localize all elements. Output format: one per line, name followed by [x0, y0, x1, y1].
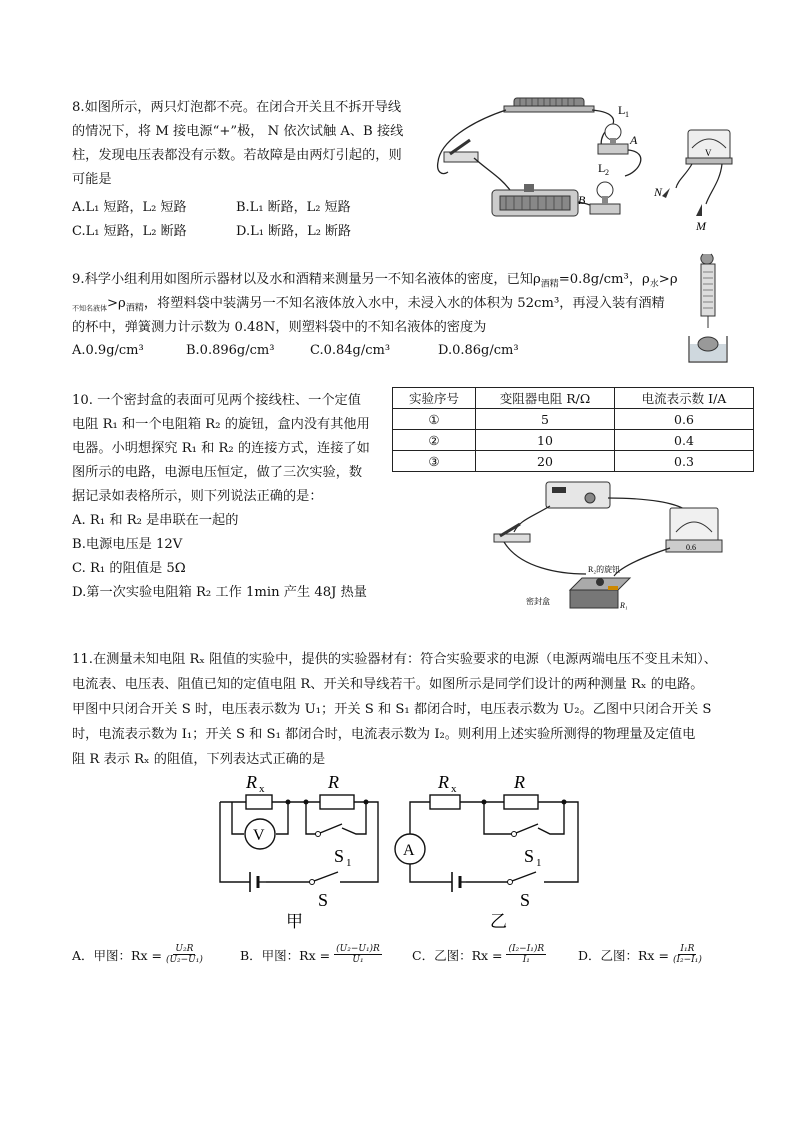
q11-line-1: 11.在测量未知电阻 Rₓ 阻值的实验中，提供的实验器材有：符合实验要求的电源（电源两端电压不变且未知）、 [72, 652, 717, 667]
q8-option-a: A.L₁ 短路，L₂ 短路 [72, 200, 187, 215]
table-cell: ② [393, 430, 476, 451]
table-row [393, 451, 754, 472]
denominator: (I₂−I₁) [672, 955, 702, 965]
q10-line-2: 电阻 R₁ 和一个电阻箱 R₂ 的旋钮，盒内没有其他用 [72, 417, 370, 432]
q9-option-a: A.0.9g/cm³ [72, 343, 144, 358]
svg-text:1: 1 [625, 110, 629, 119]
fraction [673, 944, 702, 965]
table-row [393, 430, 754, 451]
svg-text:2: 2 [605, 168, 609, 177]
circuit-yi-figure [394, 772, 584, 932]
q10-line-4: 图所示的电路，电源电压恒定，做了三次实验，数 [72, 465, 363, 480]
option-prefix: A．甲图：Rx = [72, 947, 162, 963]
q9-line-1-a: 9.科学小组利用如图所示器材以及水和酒精来测量另一不知名液体的密度，已知ρ [72, 272, 541, 287]
q9-option-d: D.0.86g/cm³ [438, 343, 519, 358]
svg-text:A: A [630, 133, 638, 147]
r-label: R [514, 772, 525, 792]
numerator: I₁R [680, 944, 695, 954]
q10-option-c: C. R₁ 的阻值是 5Ω [72, 561, 186, 576]
q8-option-d: D.L₁ 断路，L₂ 断路 [236, 224, 352, 239]
option-prefix: C．乙图：Rx = [412, 947, 503, 963]
table-cell: 0.3 [615, 451, 754, 472]
table-row [393, 409, 754, 430]
q9-sub-water: 水 [649, 279, 659, 290]
ammeter-a-label: A [403, 842, 415, 859]
q11-line-3: 甲图中只闭合开关 S 时，电压表示数为 U₁；开关 S 和 S₁ 都闭合时，电压表示数为 U₂。乙图中只闭合开关 S [72, 702, 712, 717]
q9-line-3: 的杯中，弹簧测力计示数为 0.48N，则塑料袋中的不知名液体的密度为 [72, 320, 487, 335]
q9-line-1-c: >ρ [658, 272, 678, 287]
lamp-l1-icon [598, 124, 628, 154]
table-cell: ③ [393, 451, 476, 472]
voltmeter-v-label: V [253, 827, 265, 844]
jia-caption: 甲 [286, 912, 303, 931]
q8-line-2: 的情况下，将 M 接电源“+”极， N 依次试触 A、B 接线 [72, 124, 404, 139]
q9-option-c: C.0.84g/cm³ [310, 343, 391, 358]
rx-resistor [430, 795, 460, 809]
q9-sub-unknown: 不知名液体 [72, 304, 107, 313]
fraction [506, 944, 546, 965]
q8-option-b: B.L₁ 断路，L₂ 短路 [236, 200, 351, 215]
s1-sub: 1 [346, 857, 352, 869]
q10-option-a: A. R₁ 和 R₂ 是串联在一起的 [72, 513, 239, 528]
option-prefix: B．甲图：Rx = [240, 947, 331, 963]
denominator: (U₂−U₁) [165, 955, 203, 965]
numerator: U₂R [175, 944, 194, 954]
fraction [166, 944, 203, 965]
table-header-row [393, 388, 754, 409]
r1-label: R₁ [620, 601, 628, 610]
q11-option-a [72, 944, 203, 965]
r-label: R [328, 772, 339, 792]
q9-line-2-a: >ρ [107, 296, 126, 311]
power-supply-icon [546, 482, 610, 508]
q8-line-4: 可能是 [72, 172, 112, 187]
s1-label: S [524, 846, 535, 866]
q10-line-1: 10. 一个密封盒的表面可见两个接线柱、一个定值 [72, 393, 361, 408]
yi-caption: 乙 [490, 912, 507, 931]
table-cell: 0.6 [615, 409, 754, 430]
table-header: 变阻器电阻 R/Ω [476, 388, 615, 409]
rx-sub: x [451, 783, 457, 795]
q11-options [72, 940, 752, 976]
r-resistor [320, 795, 354, 809]
q9-sub-alcohol: 酒精 [540, 279, 559, 290]
svg-text:M: M [696, 219, 706, 233]
q9-line-2-b: ，将塑料袋中装满另一不知名液体放入水中，未浸入水的体积为 52cm³，再浸入装有酒精 [143, 296, 665, 311]
svg-text:L: L [618, 103, 626, 117]
table-cell: 5 [476, 409, 615, 430]
q8-circuit-figure [430, 92, 740, 237]
rx-label: R [438, 772, 449, 792]
numerator: (U₂−U₁)R [336, 944, 380, 954]
q10-line-5: 据记录如表格所示，则下列说法正确的是： [72, 489, 323, 504]
ammeter-icon [666, 508, 722, 552]
table-cell: 10 [476, 430, 615, 451]
sealed-box-label: 密封盒 [526, 597, 550, 606]
svg-text:L: L [598, 161, 606, 175]
rx-label: R [246, 772, 257, 792]
q9-option-b: B.0.896g/cm³ [186, 343, 275, 358]
table-header: 实验序号 [393, 388, 476, 409]
table-cell: 0.4 [615, 430, 754, 451]
q10-circuit-figure [490, 478, 730, 618]
rheostat-icon [492, 184, 578, 216]
q11-line-4: 时，电流表示数为 I₁；开关 S 和 S₁ 都闭合时，电流表示数为 I₂。则利用上述实验所测得的物理量及定值电 [72, 727, 696, 742]
q10-line-3: 电器。小明想探究 R₁ 和 R₂ 的连接方式，连接了如 [72, 441, 370, 456]
q8-option-c: C.L₁ 短路，L₂ 断路 [72, 224, 187, 239]
q8-line-1: 8.如图所示，两只灯泡都不亮。在闭合开关且不拆开导线 [72, 100, 402, 115]
table-cell: 20 [476, 451, 615, 472]
numerator: (I₂−I₁)R [508, 944, 545, 954]
denominator: U₁ [352, 955, 364, 965]
svg-text:B: B [578, 193, 586, 207]
s1-label: S [334, 846, 345, 866]
lamp-l2-icon [590, 182, 620, 214]
table-cell: ① [393, 409, 476, 430]
r2-knob-label: R₂的旋钮 [588, 565, 621, 574]
switch-icon [494, 524, 530, 542]
q10-option-d: D.第一次实验电阻箱 R₂ 工作 1min 产生 48J 热量 [72, 585, 367, 600]
rx-resistor [246, 795, 272, 809]
q11-option-d [578, 944, 702, 965]
switch-icon [444, 140, 478, 162]
q11-line-5: 阻 R 表示 Rₓ 的阻值，下列表达式正确的是 [72, 752, 326, 767]
q9-sub-alcohol-2: 酒精 [125, 303, 144, 314]
q10-data-table [392, 387, 754, 472]
fraction [334, 944, 382, 965]
circuit-jia-figure [210, 772, 385, 932]
svg-text:N: N [654, 185, 663, 199]
q11-option-b [240, 944, 382, 965]
voltmeter-icon [686, 130, 732, 164]
s-label: S [520, 890, 531, 910]
s-label: S [318, 890, 329, 910]
q8-line-3: 柱，发现电压表都没有示数。若故障是由两灯引起的，则 [72, 148, 402, 163]
q10-option-b: B.电源电压是 12V [72, 537, 183, 552]
q11-option-c [412, 944, 546, 965]
denominator: I₁ [522, 955, 530, 965]
q9-spring-scale-figure [683, 250, 733, 368]
s1-sub: 1 [536, 857, 542, 869]
r-resistor [504, 795, 538, 809]
q9-line-1-b: =0.8g/cm³，ρ [558, 272, 650, 287]
table-header: 电流表示数 I/A [615, 388, 754, 409]
ammeter-scale-label: 0.6 [686, 543, 696, 552]
option-prefix: D．乙图：Rx = [578, 947, 669, 963]
q11-line-2: 电流表、电压表、阻值已知的定值电阻 R、开关和导线若干。如图所示是同学们设计的两种测量 Rₓ 的电路。 [72, 677, 704, 692]
rx-sub: x [259, 783, 265, 795]
svg-text:V: V [705, 148, 712, 158]
